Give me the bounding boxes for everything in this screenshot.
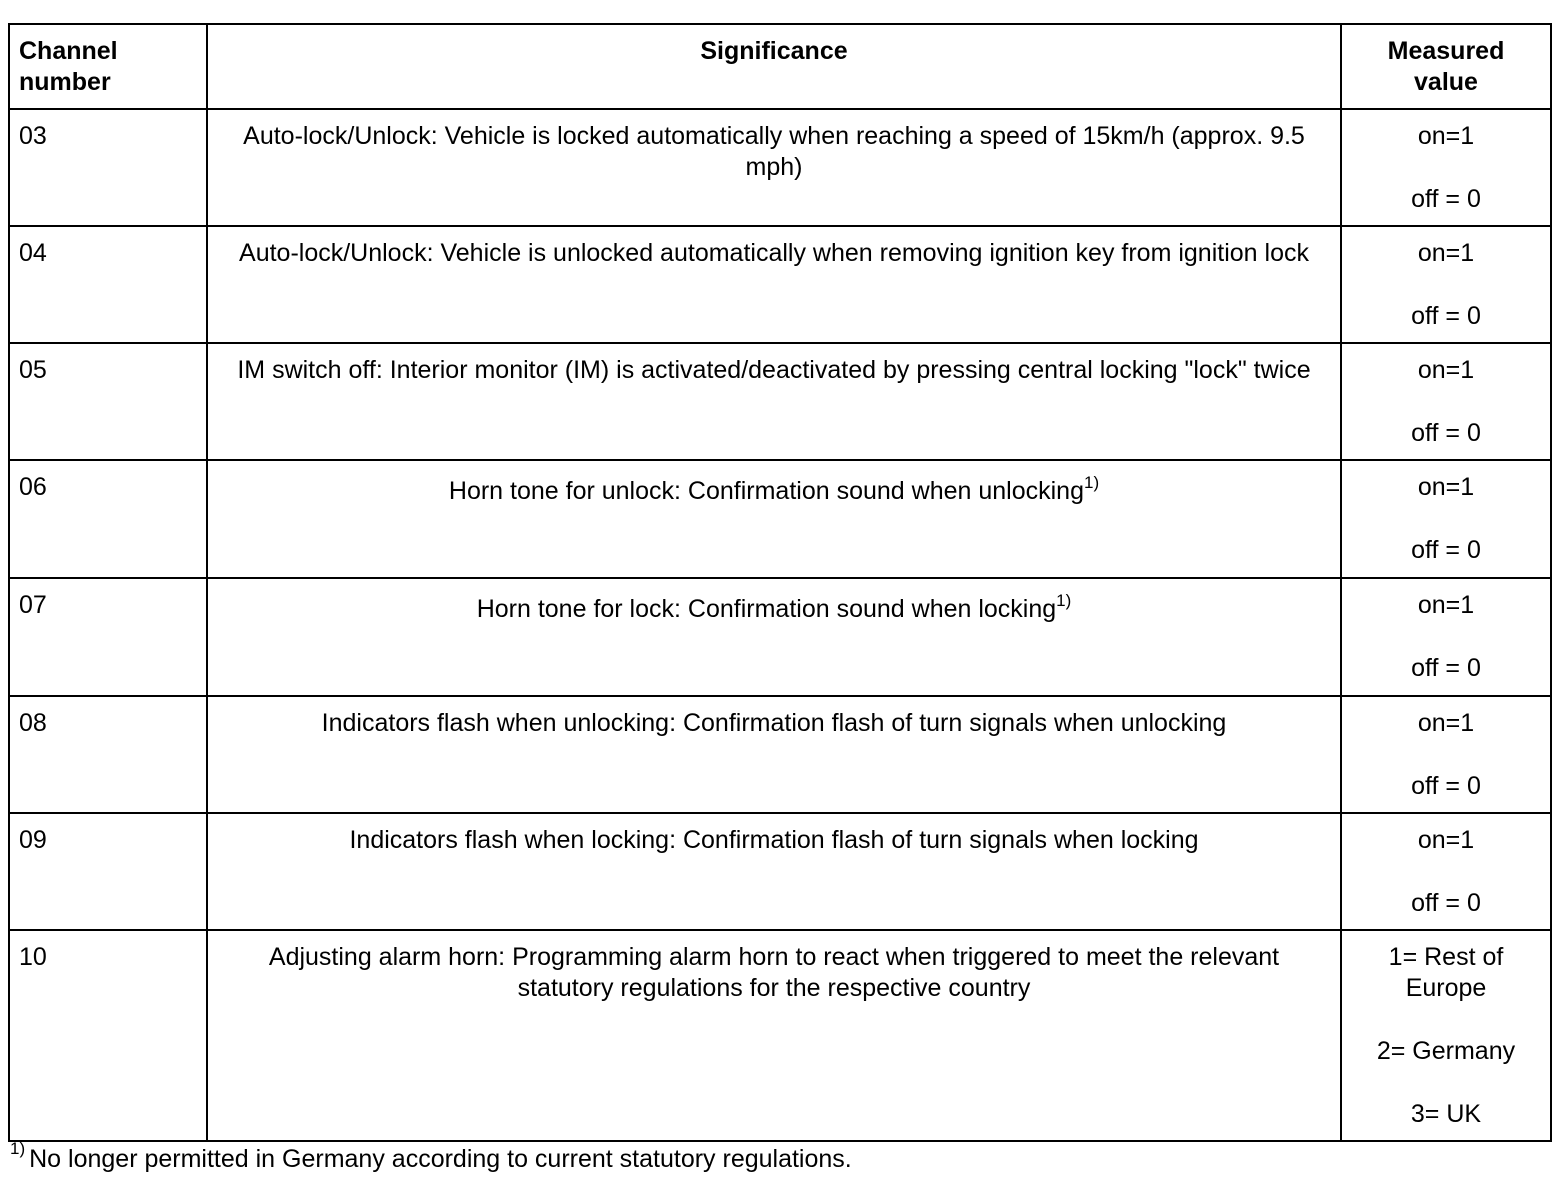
channel-number: 10 — [9, 930, 207, 1141]
value-option: off = 0 — [1411, 185, 1481, 213]
value-option: on=1 — [1417, 709, 1475, 737]
measured-value — [1341, 930, 1551, 1141]
table-row — [9, 578, 1551, 696]
channel-number: 09 — [9, 813, 207, 930]
measured-value — [1341, 460, 1551, 578]
value-option: off = 0 — [1411, 654, 1481, 682]
value-option: on=1 — [1417, 239, 1475, 267]
table-row — [9, 930, 1551, 1141]
channel-number: 05 — [9, 343, 207, 460]
footnote-marker: 1) — [1083, 472, 1100, 492]
measured-value — [1341, 578, 1551, 696]
measured-value — [1341, 226, 1551, 343]
table-header-row — [9, 24, 1551, 109]
channel-number: 08 — [9, 696, 207, 813]
measured-value — [1341, 696, 1551, 813]
value-option: on=1 — [1417, 122, 1475, 150]
value-option: 2= Germany — [1376, 1037, 1516, 1065]
significance-text: Indicators flash when unlocking: Confirmation flash of turn signals when unlocking — [207, 696, 1341, 813]
value-option: on=1 — [1417, 473, 1475, 501]
channel-number: 06 — [9, 460, 207, 578]
channel-number: 07 — [9, 578, 207, 696]
significance-text: Adjusting alarm horn: Programming alarm horn to react when triggered to meet the relevant statutory regulations for the respective country — [207, 930, 1341, 1141]
footnote — [10, 1138, 852, 1175]
channel-number: 03 — [9, 109, 207, 226]
significance-text: Horn tone for lock: Confirmation sound when locking$^{1)}$ — [207, 578, 1341, 696]
significance-text: Indicators flash when locking: Confirmation flash of turn signals when locking — [207, 813, 1341, 930]
footnote-text: No longer permitted in Germany according to current statutory regulations. — [29, 1145, 852, 1173]
significance-text: Auto-lock/Unlock: Vehicle is unlocked automatically when removing ignition key from ignition lock — [207, 226, 1341, 343]
table-row — [9, 460, 1551, 578]
value-option: off = 0 — [1411, 302, 1481, 330]
header-measured-value: Measured value — [1341, 24, 1551, 109]
significance-text: IM switch off: Interior monitor (IM) is activated/deactivated by pressing central locking "lock" twice — [207, 343, 1341, 460]
measured-value — [1341, 109, 1551, 226]
significance-text: Horn tone for unlock: Confirmation sound when unlocking$^{1)}$ — [207, 460, 1341, 578]
table-row — [9, 109, 1551, 226]
value-option: off = 0 — [1411, 772, 1481, 800]
footnote-marker: 1) — [1056, 590, 1072, 610]
value-option: 1= Rest of Europe — [1388, 943, 1504, 1002]
significance-text: Auto-lock/Unlock: Vehicle is locked automatically when reaching a speed of 15km/h (approx. 9.5 mph) — [207, 109, 1341, 226]
value-option: off = 0 — [1411, 419, 1481, 447]
channel-table — [8, 23, 1552, 1142]
header-channel-number: Channel number — [9, 24, 207, 109]
value-option: on=1 — [1417, 356, 1475, 384]
value-option: 3= UK — [1410, 1100, 1482, 1128]
table-row — [9, 343, 1551, 460]
value-option: off = 0 — [1411, 536, 1481, 564]
measured-value — [1341, 343, 1551, 460]
table-row — [9, 696, 1551, 813]
footnote-marker: 1) — [10, 1138, 26, 1158]
table-row — [9, 226, 1551, 343]
measured-value — [1341, 813, 1551, 930]
table-row — [9, 813, 1551, 930]
channel-number: 04 — [9, 226, 207, 343]
header-significance: Significance — [207, 24, 1341, 109]
value-option: off = 0 — [1411, 889, 1481, 917]
value-option: on=1 — [1417, 826, 1475, 854]
value-option: on=1 — [1417, 591, 1475, 619]
